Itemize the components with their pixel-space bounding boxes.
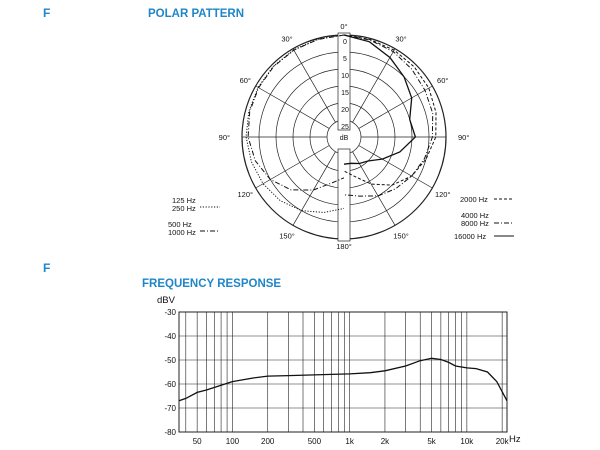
polar-angle-label-neg150: 150° (279, 231, 295, 241)
polar-angle-label-60: 60° (437, 76, 449, 85)
freq-cropped-label: F (43, 261, 51, 275)
frequency-response-section (43, 261, 521, 446)
y-tick-label-1: -40 (164, 332, 176, 341)
x-tick-label-4: 1k (345, 437, 354, 446)
x-tick-label-2: 200 (261, 437, 275, 446)
frequency-plot-frame (179, 312, 507, 432)
legend-label-5: 4000 Hz (461, 211, 489, 220)
legend-label-0: 125 Hz (172, 196, 196, 205)
x-axis-unit-label: Hz (509, 434, 521, 445)
x-tick-label-5: 2k (380, 437, 390, 446)
x-tick-label-0: 50 (192, 437, 202, 446)
polar-angle-label-120: 120° (434, 190, 451, 199)
polar-angle-label-neg90: 90° (218, 133, 230, 142)
polar-unit-label: dB (339, 135, 349, 142)
polar-angle-label-0: 0° (340, 22, 348, 31)
legend-label-1: 250 Hz (172, 204, 196, 213)
y-tick-label-4: -70 (164, 404, 176, 413)
frequency-tick-labels (164, 308, 509, 446)
x-tick-label-7: 10k (460, 437, 474, 446)
y-tick-label-2: -50 (164, 356, 176, 365)
y-axis-unit-label: dBV (157, 295, 175, 306)
x-tick-label-1: 100 (225, 437, 240, 446)
legend-label-6: 8000 Hz (461, 219, 489, 228)
polar-angle-label-neg60: 60° (239, 76, 251, 85)
polar-top-tick-strip (338, 33, 350, 130)
y-tick-label-3: -60 (164, 380, 176, 389)
frequency-response-line (179, 358, 507, 401)
frequency-response-title: FREQUENCY RESPONSE (142, 278, 282, 290)
x-tick-label-3: 500 (307, 437, 322, 446)
polar-angle-label-150: 150° (393, 231, 409, 241)
polar-pattern-title: POLAR PATTERN (148, 8, 245, 20)
polar-angle-label-180: 180° (336, 242, 352, 251)
frequency-series-group (179, 358, 507, 401)
polar-angle-label-30: 30° (395, 34, 407, 44)
polar-angle-label-neg120: 120° (237, 190, 254, 199)
x-tick-label-6: 5k (427, 437, 436, 446)
polar-radial-tick-5: 5 (343, 56, 347, 63)
polar-radial-tick-25: 25 (341, 124, 349, 131)
polar-radial-tick-10: 10 (341, 73, 349, 80)
polar-radial-tick-15: 15 (341, 90, 349, 97)
legend-label-7: 16000 Hz (454, 232, 487, 241)
y-tick-label-5: -80 (164, 428, 176, 437)
polar-cropped-label: F (43, 6, 51, 20)
legend-label-2: 500 Hz (168, 220, 192, 229)
frequency-grid (179, 312, 507, 432)
x-tick-label-8: 20k (495, 437, 509, 446)
polar-radial-tick-0: 0 (343, 39, 347, 46)
legend-label-4: 2000 Hz (460, 195, 488, 204)
polar-angle-label-neg30: 30° (281, 34, 293, 44)
polar-angle-label-90: 90° (458, 133, 470, 142)
polar-pattern-section (43, 6, 514, 251)
polar-series-3 (344, 35, 433, 196)
legend-label-3: 1000 Hz (168, 228, 196, 237)
y-tick-label-0: -30 (164, 308, 176, 317)
polar-radial-tick-20: 20 (341, 107, 349, 114)
